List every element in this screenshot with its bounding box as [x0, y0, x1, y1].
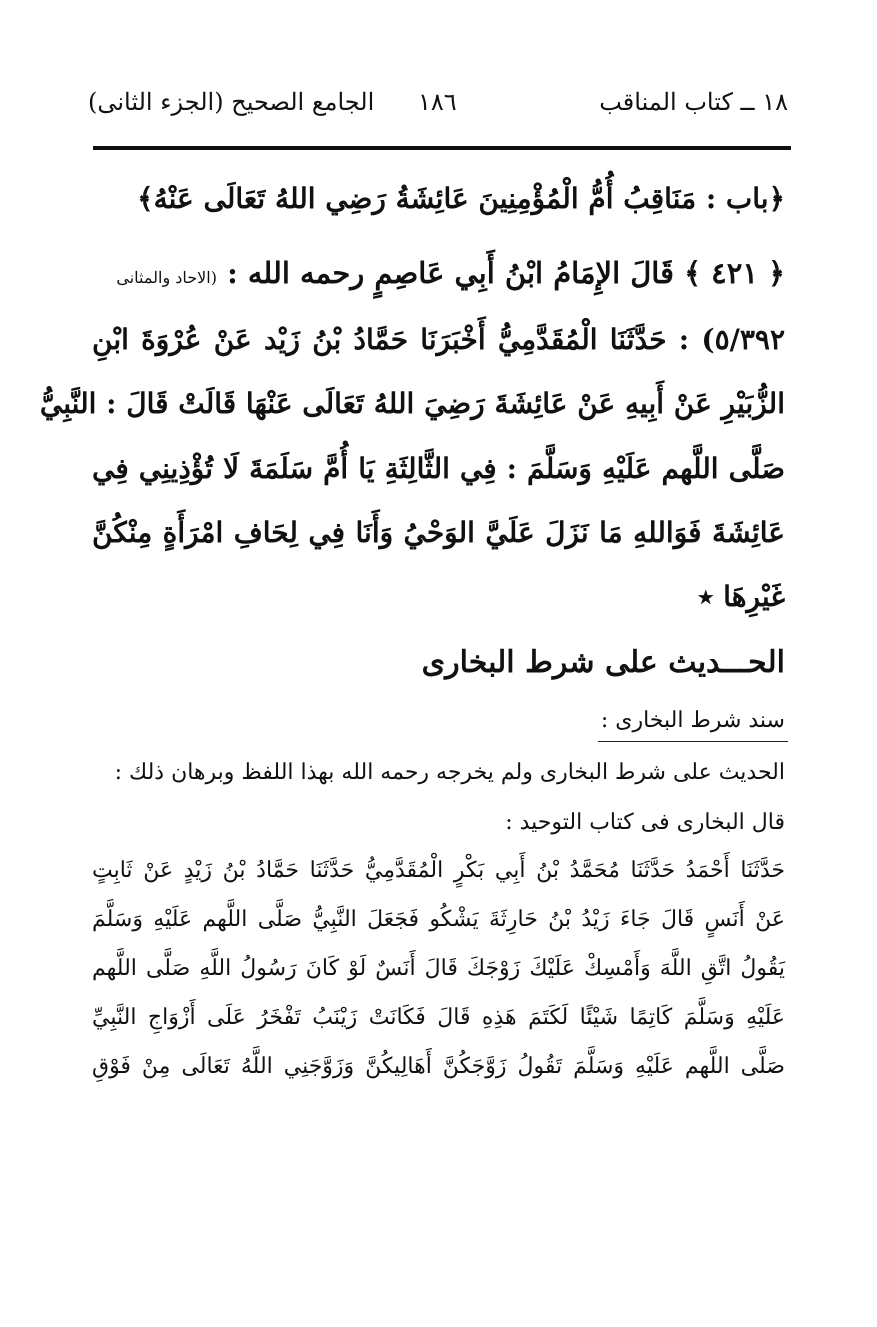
- bukhari-text-line: صَلَّى اللَّهم عَلَيْهِ وَسَلَّمَ تَقُولُ زَوَّجَكُنَّ أَهَالِيكُنَّ وَزَوَّجَنِي اللَّهُ تَعَالَى مِنْ فَوْقِ: [92, 1054, 785, 1079]
- bukhari-text-line: عَلَيْهِ وَسَلَّمَ كَاتِمًا شَيْئًا لَكَتَمَ هَذِهِ قَالَ فَكَانَتْ زَيْنَبُ تَفْخَرُ عَلَى أَزْوَاجِ النَّبِيِّ: [92, 1005, 785, 1030]
- hadith-text-line: غَيْرِهَا ٭: [698, 580, 785, 613]
- hadith-text-line: عَائِشَةَ فَوَاللهِ مَا نَزَلَ عَلَيَّ الوَحْيُ وَأَنَا فِي لِحَافِ امْرَأَةٍ مِنْكُنَّ: [92, 516, 785, 549]
- hadith-number-line: [116, 256, 785, 290]
- paragraph: قال البخارى فى كتاب التوحيد :: [505, 810, 785, 835]
- section-heading: الحـــديث على شرط البخارى: [421, 645, 785, 680]
- book-title: الجامع الصحيح (الجزء الثانى): [88, 88, 375, 116]
- hadith-text-line: صَلَّى اللَّهم عَلَيْهِ وَسَلَّمَ : فِي الثَّالِثَةِ يَا أُمَّ سَلَمَةَ لَا تُؤْذِينِي فِي: [92, 452, 785, 485]
- bab-title: ﴿باب : مَنَاقِبُ أُمُّ الْمُؤْمِنِينَ عَائِشَةُ رَضِي اللهُ تَعَالَى عَنْهُ﴾: [137, 182, 785, 215]
- page-number: ١٨٦: [418, 88, 457, 116]
- hadith-text-line: الزُّبَيْرِ عَنْ أَبِيهِ عَنْ عَائِشَةَ رَضِيَ اللهُ تَعَالَى عَنْهَا قَالَتْ قَالَ : النَّبِيُّ: [39, 387, 785, 420]
- subheading-underline: [598, 741, 788, 742]
- source-note: (الاحاد والمثانى: [116, 268, 217, 287]
- bukhari-text-line: حَدَّثَنَا أَحْمَدُ حَدَّثَنَا مُحَمَّدُ بْنُ أَبِي بَكْرٍ الْمُقَدَّمِيُّ حَدَّثَنَا حَمَّادُ بْنُ زَيْدٍ عَنْ ثَابِتٍ: [92, 858, 785, 883]
- hadith-text-line: ٥/٣٩٢) : حَدَّثَنَا الْمُقَدَّمِيُّ أَخْبَرَنَا حَمَّادُ بْنُ زَيْد عَنْ عُرْوَةَ ابْنِ: [92, 323, 785, 356]
- paragraph: الحديث على شرط البخارى ولم يخرجه رحمه الله بهذا اللفظ وبرهان ذلك :: [114, 760, 785, 785]
- bukhari-text-line: عَنْ أَنَسٍ قَالَ جَاءَ زَيْدُ بْنُ حَارِثَةَ يَشْكُو فَجَعَلَ النَّبِيُّ صَلَّى اللَّهم عَلَيْهِ وَسَلَّمَ: [92, 907, 785, 932]
- running-header: [88, 88, 788, 128]
- bukhari-text-line: يَقُولُ اتَّقِ اللَّهَ وَأَمْسِكْ عَلَيْكَ زَوْجَكَ قَالَ أَنَسٌ لَوْ كَانَ رَسُولُ اللَّهِ صَلَّى اللَّهم: [92, 956, 785, 981]
- chapter-title: ١٨ ــ كتاب المناقب: [599, 88, 788, 116]
- header-divider: [93, 146, 791, 150]
- subheading: سند شرط البخارى :: [600, 708, 785, 733]
- hadith-intro: ﴿ ٤٢١ ﴾ قَالَ الإِمَامُ ابْنُ أَبِي عَاصِمٍ رحمه الله :: [227, 256, 785, 290]
